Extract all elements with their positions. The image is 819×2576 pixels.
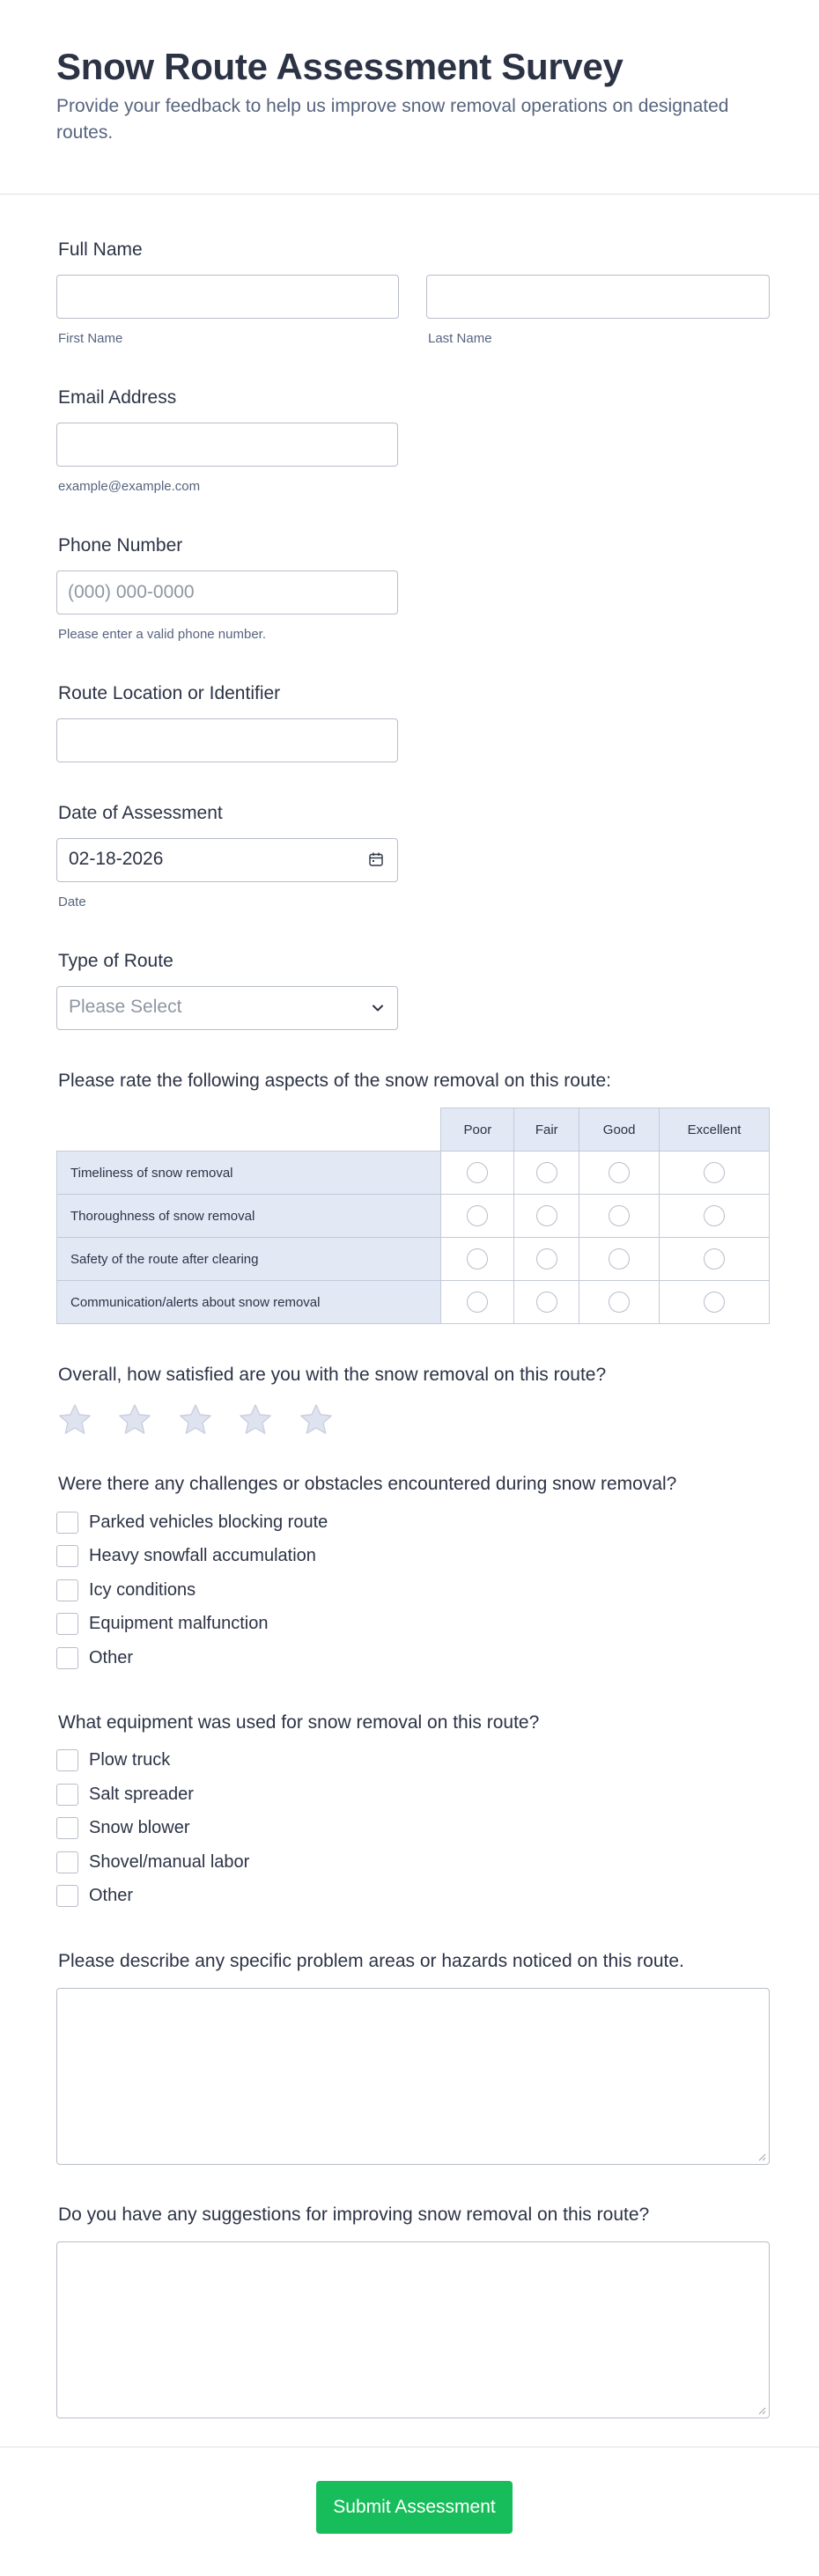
route-input[interactable] bbox=[56, 718, 398, 762]
checkbox[interactable] bbox=[56, 1784, 78, 1806]
star-icon[interactable] bbox=[56, 1402, 93, 1439]
page-subtitle: Provide your feedback to help us improve snow removal operations on designated routes. bbox=[56, 96, 729, 143]
email-label: Email Address bbox=[58, 387, 177, 408]
matrix-column-header: Poor bbox=[441, 1108, 514, 1152]
form-header bbox=[0, 0, 819, 195]
rating-matrix-label: Please rate the following aspects of the snow removal on this route: bbox=[58, 1071, 612, 1091]
matrix-radio-fair[interactable] bbox=[536, 1292, 557, 1313]
matrix-row-label: Timeliness of snow removal bbox=[57, 1152, 441, 1195]
date-label: Date of Assessment bbox=[58, 803, 223, 823]
challenges-label: Were there any challenges or obstacles encountered during snow removal? bbox=[58, 1474, 677, 1494]
full-name-label: Full Name bbox=[58, 239, 143, 260]
resize-handle-icon[interactable] bbox=[757, 2153, 766, 2161]
suggestions-label: Do you have any suggestions for improving snow removal on this route? bbox=[58, 2204, 650, 2225]
route-type-select[interactable] bbox=[56, 986, 398, 1030]
last-name-input[interactable] bbox=[426, 275, 770, 319]
checkbox-label: Parked vehicles blocking route bbox=[89, 1512, 328, 1532]
checkbox[interactable] bbox=[56, 1817, 78, 1839]
checkbox-label: Icy conditions bbox=[89, 1580, 196, 1600]
matrix-row-label: Safety of the route after clearing bbox=[57, 1238, 441, 1281]
matrix-column-header: Fair bbox=[514, 1108, 579, 1152]
checkbox[interactable] bbox=[56, 1512, 78, 1534]
page-title: Snow Route Assessment Survey bbox=[56, 46, 623, 87]
suggestions-textarea[interactable] bbox=[56, 2241, 770, 2418]
rating-matrix bbox=[56, 1108, 770, 1324]
checkbox[interactable] bbox=[56, 1579, 78, 1601]
chevron-down-icon bbox=[369, 999, 387, 1017]
checkbox-label: Other bbox=[89, 1648, 134, 1667]
checkbox-label: Plow truck bbox=[89, 1750, 171, 1770]
matrix-radio-excellent[interactable] bbox=[704, 1205, 725, 1226]
checkbox[interactable] bbox=[56, 1545, 78, 1567]
matrix-radio-poor[interactable] bbox=[467, 1292, 488, 1313]
matrix-radio-good[interactable] bbox=[609, 1292, 630, 1313]
satisfaction-label: Overall, how satisfied are you with the snow removal on this route? bbox=[58, 1365, 607, 1385]
date-sublabel: Date bbox=[58, 894, 86, 909]
problems-label: Please describe any specific problem areas or hazards noticed on this route. bbox=[58, 1951, 684, 1971]
checkbox-label: Heavy snowfall accumulation bbox=[89, 1546, 316, 1565]
checkbox-label: Snow blower bbox=[89, 1818, 190, 1837]
matrix-radio-good[interactable] bbox=[609, 1248, 630, 1270]
matrix-row bbox=[57, 1152, 770, 1195]
email-input[interactable] bbox=[56, 423, 398, 467]
checkbox[interactable] bbox=[56, 1647, 78, 1669]
checkbox[interactable] bbox=[56, 1851, 78, 1873]
matrix-row bbox=[57, 1195, 770, 1238]
calendar-icon[interactable] bbox=[367, 850, 385, 868]
last-name-sublabel: Last Name bbox=[428, 331, 492, 346]
matrix-radio-poor[interactable] bbox=[467, 1162, 488, 1183]
matrix-row bbox=[57, 1238, 770, 1281]
resize-handle-icon[interactable] bbox=[757, 2406, 766, 2415]
checkbox-label: Equipment malfunction bbox=[89, 1614, 269, 1633]
email-sublabel: example@example.com bbox=[58, 479, 201, 494]
star-icon[interactable] bbox=[298, 1402, 335, 1439]
form-footer bbox=[0, 2447, 819, 2576]
matrix-row bbox=[57, 1281, 770, 1324]
equipment-label: What equipment was used for snow removal on this route? bbox=[58, 1712, 540, 1733]
matrix-radio-poor[interactable] bbox=[467, 1205, 488, 1226]
checkbox[interactable] bbox=[56, 1749, 78, 1771]
matrix-radio-good[interactable] bbox=[609, 1205, 630, 1226]
star-icon[interactable] bbox=[237, 1402, 274, 1439]
checkbox-label: Salt spreader bbox=[89, 1785, 194, 1804]
date-value: 02-18-2026 bbox=[69, 849, 164, 869]
checkbox[interactable] bbox=[56, 1613, 78, 1635]
matrix-row-label: Communication/alerts about snow removal bbox=[57, 1281, 441, 1324]
route-type-label: Type of Route bbox=[58, 951, 173, 971]
matrix-radio-excellent[interactable] bbox=[704, 1248, 725, 1270]
checkbox-label: Other bbox=[89, 1886, 134, 1905]
phone-sublabel: Please enter a valid phone number. bbox=[58, 627, 266, 642]
date-input[interactable] bbox=[56, 838, 398, 882]
checkbox[interactable] bbox=[56, 1885, 78, 1907]
matrix-row-label: Thoroughness of snow removal bbox=[57, 1195, 441, 1238]
matrix-radio-excellent[interactable] bbox=[704, 1162, 725, 1183]
star-icon[interactable] bbox=[116, 1402, 153, 1439]
matrix-radio-fair[interactable] bbox=[536, 1205, 557, 1226]
first-name-input[interactable] bbox=[56, 275, 399, 319]
matrix-corner bbox=[57, 1108, 441, 1152]
route-label: Route Location or Identifier bbox=[58, 683, 281, 703]
star-icon[interactable] bbox=[177, 1402, 214, 1439]
phone-input[interactable] bbox=[56, 570, 398, 615]
matrix-column-header: Good bbox=[579, 1108, 660, 1152]
problems-textarea[interactable] bbox=[56, 1988, 770, 2165]
submit-button[interactable]: Submit Assessment bbox=[316, 2481, 513, 2534]
matrix-radio-poor[interactable] bbox=[467, 1248, 488, 1270]
route-type-placeholder: Please Select bbox=[69, 997, 182, 1017]
phone-label: Phone Number bbox=[58, 535, 183, 556]
matrix-column-header: Excellent bbox=[660, 1108, 770, 1152]
matrix-radio-good[interactable] bbox=[609, 1162, 630, 1183]
matrix-radio-fair[interactable] bbox=[536, 1162, 557, 1183]
checkbox-label: Shovel/manual labor bbox=[89, 1852, 250, 1872]
matrix-radio-fair[interactable] bbox=[536, 1248, 557, 1270]
first-name-sublabel: First Name bbox=[58, 331, 123, 346]
matrix-radio-excellent[interactable] bbox=[704, 1292, 725, 1313]
